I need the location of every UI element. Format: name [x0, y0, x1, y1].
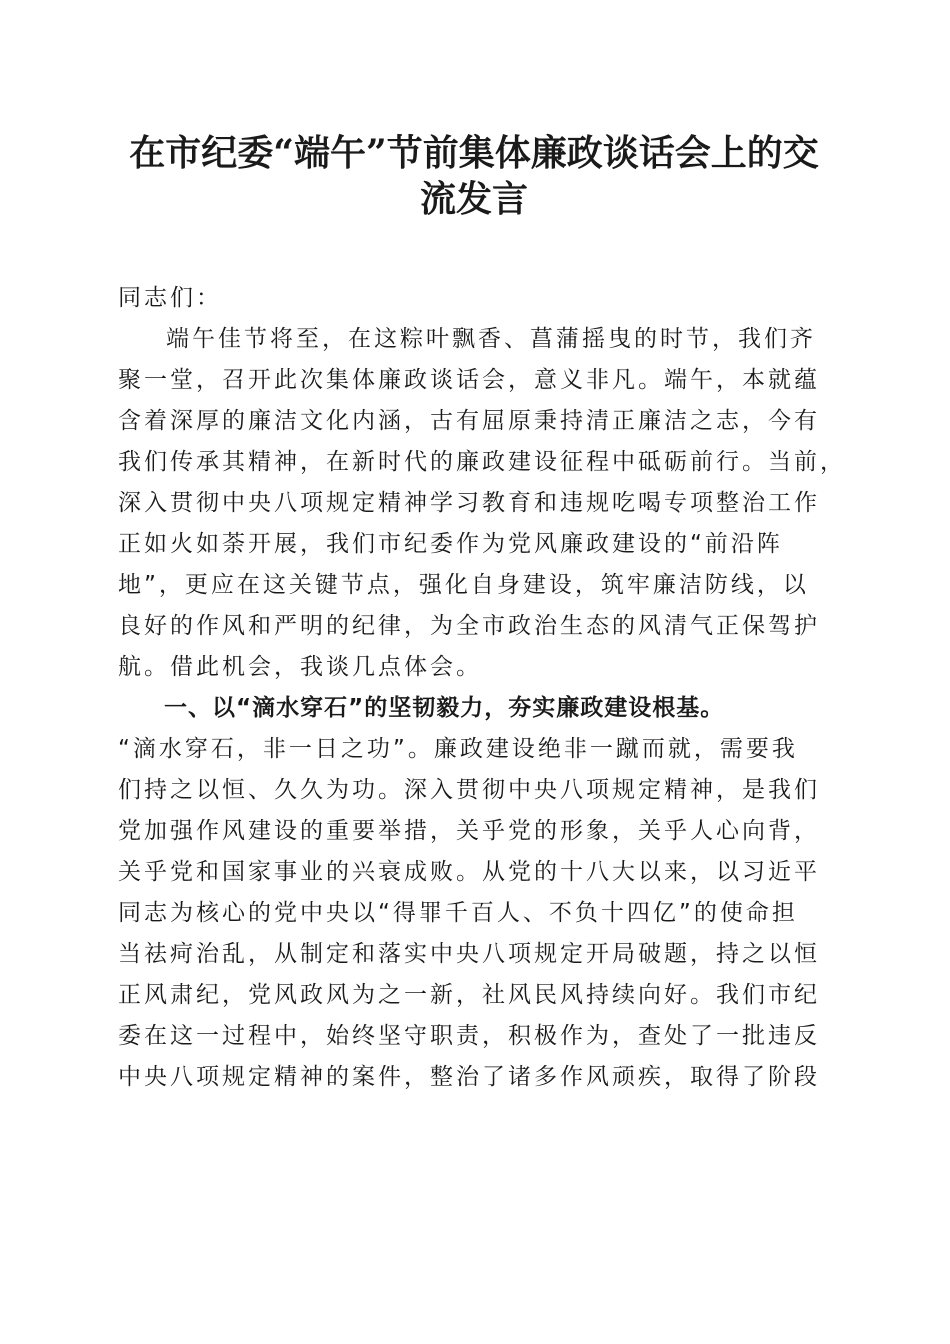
text-line: 中央八项规定精神的案件，整治了诸多作风顽疾，取得了阶段 [118, 1064, 820, 1090]
text-line: 航。借此机会，我谈几点体会。 [118, 654, 482, 680]
text-line: 我们传承其精神，在新时代的廉政建设征程中砥砺前行。当前， [118, 449, 846, 475]
text-line: 含着深厚的廉洁文化内涵，古有屈原秉持清正廉洁之志，今有 [118, 408, 820, 434]
document-title [118, 130, 830, 222]
heading-text: 一、以“滴水穿石”的坚韧毅力，夯实廉政建设根基。 [164, 695, 725, 721]
title-line: 在市纪委“端午”节前集体廉政谈话会上的交 [129, 132, 819, 174]
title-line: 流发言 [419, 178, 528, 220]
salutation: 同志们： [118, 285, 222, 311]
text-line: 们持之以恒、久久为功。深入贯彻中央八项规定精神，是我们 [118, 777, 820, 803]
text-line: 正风肃纪，党风政风为之一新，社风民风持续向好。我们市纪 [118, 982, 820, 1008]
paragraph-intro [118, 319, 846, 688]
text-line: 良好的作风和严明的纪律，为全市政治生态的风清气正保驾护 [118, 613, 820, 639]
section-heading-1 [118, 688, 830, 729]
text-line: 当祛疴治乱，从制定和落实中央八项规定开局破题，持之以恒 [118, 941, 820, 967]
paragraph-section-1 [118, 729, 830, 1098]
text-line: 正如火如荼开展，我们市纪委作为党风廉政建设的“前沿阵 [118, 531, 783, 557]
text-line: 深入贯彻中央八项规定精神学习教育和违规吃喝专项整治工作 [118, 490, 820, 516]
text-line: 端午佳节将至，在这粽叶飘香、菖蒲摇曳的时节，我们齐 [166, 326, 816, 352]
text-line: 同志为核心的党中央以“得罪千百人、不负十四亿”的使命担 [118, 900, 798, 926]
document-body [118, 278, 846, 1098]
text-line: 党加强作风建设的重要举措，关乎党的形象，关乎人心向背， [118, 818, 820, 844]
text-line: 地”，更应在这关键节点，强化自身建设，筑牢廉洁防线，以 [118, 572, 809, 598]
text-line: 聚一堂，召开此次集体廉政谈话会，意义非凡。端午，本就蕴 [118, 367, 820, 393]
text-line: 关乎党和国家事业的兴衰成败。从党的十八大以来，以习近平 [118, 859, 820, 885]
text-line: 委在这一过程中，始终坚守职责，积极作为，查处了一批违反 [118, 1023, 820, 1049]
text-line: “滴水穿石，非一日之功”。廉政建设绝非一蹴而就，需要我 [118, 736, 798, 762]
